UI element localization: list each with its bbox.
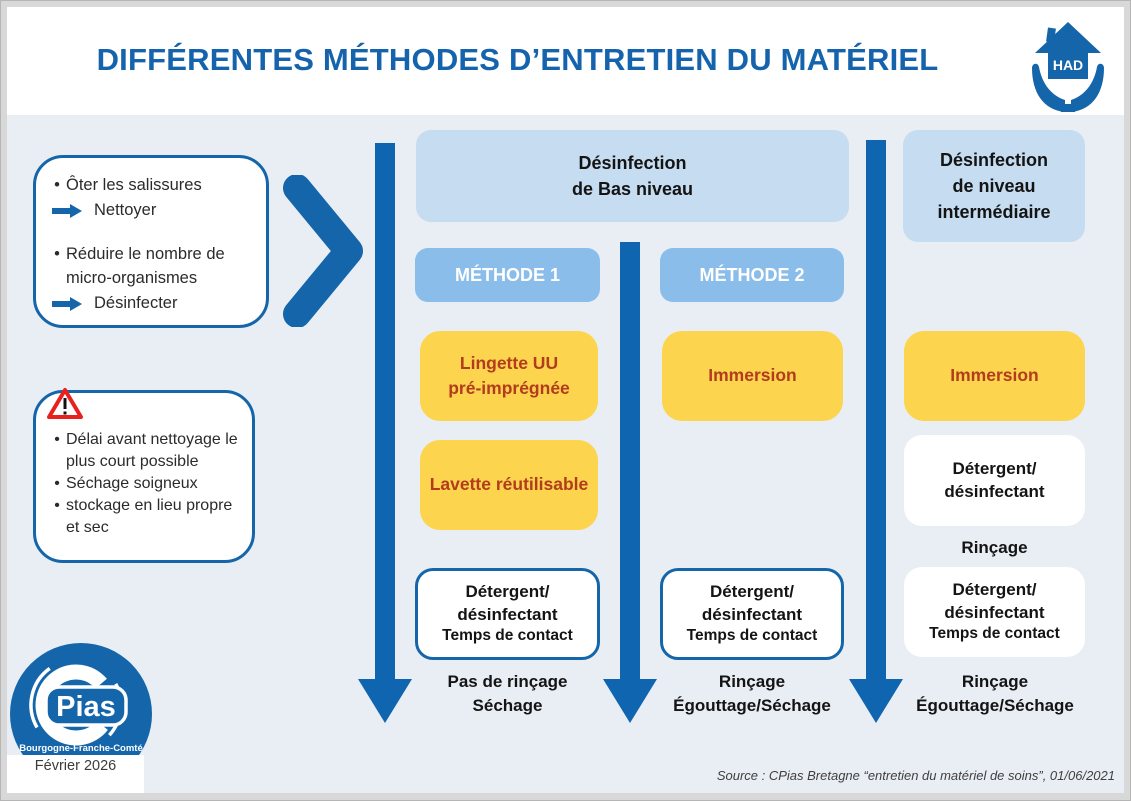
bas-niveau-line2: de Bas niveau (571, 179, 694, 199)
m2-detergent-line3: Temps de contact (686, 627, 818, 645)
m1-detergent-box (415, 568, 600, 660)
intro-box (33, 155, 269, 328)
right-arrow-icon (52, 204, 82, 218)
warning-item-1-text: • Délai avant nettoyage le plus court possible (66, 431, 238, 471)
intermediaire-line1: Désinfection (939, 149, 1049, 170)
chevron-right-icon (282, 175, 377, 327)
inter-rincage-label (904, 536, 1085, 560)
methode-2-text: MÉTHODE 2 (699, 264, 805, 285)
right-arrow-icon (52, 297, 82, 311)
region-label: Bourgogne-Franche-Comté (19, 743, 143, 754)
intro-item-1 (48, 173, 258, 198)
m2-detergent-line2: désinfectant (701, 604, 803, 624)
source-label: Source : CPias Bretagne “entretien du matériel de soins”, 01/06/2021 (716, 768, 1115, 783)
warning-item-3-text: • stockage en lieu propre et sec (66, 497, 233, 537)
methode-1-label (415, 248, 600, 302)
inter-box2-line2: désinfectant (944, 602, 1045, 622)
m1-final-step (415, 670, 600, 718)
inter-final-step (893, 670, 1097, 718)
warning-item-1 (48, 429, 246, 473)
warning-item-3 (48, 495, 246, 539)
m1-step-lavette (420, 440, 598, 530)
bas-niveau-header (416, 130, 849, 222)
intermediaire-header (903, 130, 1085, 242)
warning-item-2 (48, 473, 246, 495)
m2-immersion-text: Immersion (708, 365, 797, 386)
m1-final-line2: Séchage (472, 695, 543, 715)
m1-detergent-line1: Détergent/ (465, 581, 550, 601)
intermediaire-line3: intermédiaire (937, 202, 1051, 223)
m1-lingette-line1: Lingette UU (459, 352, 559, 373)
inter-final-line2: Égouttage/Séchage (916, 695, 1074, 715)
had-home-hands-icon (1027, 20, 1109, 114)
m2-detergent-box (660, 568, 844, 660)
m2-step-immersion (662, 331, 843, 421)
intro-action-1 (48, 198, 258, 223)
intro-action-1-text: Nettoyer (94, 200, 157, 219)
m2-final-line1: Rinçage (718, 672, 786, 691)
m1-detergent-line3: Temps de contact (442, 627, 573, 645)
m1-lingette-line2: pré-imprégnée (448, 378, 570, 398)
inter-immersion-text: Immersion (950, 365, 1039, 386)
m2-final-step (650, 670, 854, 718)
m1-detergent-line2: désinfectant (457, 604, 558, 624)
m1-step-lingette (420, 331, 598, 421)
inter-rincage-text: Rinçage (961, 538, 1028, 557)
m2-detergent-line1: Détergent/ (709, 581, 795, 601)
cpias-logo-text: Pias (56, 691, 116, 723)
inter-box1-line2: désinfectant (944, 481, 1045, 501)
inter-box2-line3: Temps de contact (929, 625, 1060, 643)
m1-final-line1: Pas de rinçage (447, 672, 568, 691)
intro-item-2-text: • Réduire le nombre de micro-organismes (66, 244, 225, 288)
spacer (48, 223, 258, 242)
page-title: DIFFÉRENTES MÉTHODES D’ENTRETIEN DU MATÉRIEL (96, 42, 939, 77)
inter-detergent-box-2 (904, 567, 1085, 657)
inter-final-line1: Rinçage (961, 672, 1029, 691)
flow-arrow-2 (603, 242, 657, 723)
flow-arrow-3 (849, 140, 903, 723)
intro-item-2 (48, 242, 258, 292)
warning-item-2-text: • Séchage soigneux (66, 475, 198, 493)
intermediaire-line2: de niveau (952, 175, 1036, 196)
m1-lavette-text: Lavette réutilisable (429, 474, 589, 495)
inter-box1-line1: Détergent/ (952, 458, 1037, 478)
intro-item-1-text: • Ôter les salissures (66, 176, 202, 194)
methode-2-label (660, 248, 844, 302)
date-label: Février 2026 (34, 758, 117, 774)
warning-box (33, 390, 255, 563)
intro-action-2-text: Désinfecter (94, 294, 178, 312)
inter-detergent-box-1 (904, 435, 1085, 526)
had-badge-text: HAD (1052, 57, 1084, 73)
methode-1-text: MÉTHODE 1 (454, 264, 560, 285)
intro-action-2 (48, 291, 258, 316)
warning-triangle-icon (46, 387, 84, 421)
m2-final-line2: Égouttage/Séchage (673, 695, 831, 715)
bas-niveau-line1: Désinfection (578, 152, 687, 173)
inter-step-immersion (904, 331, 1085, 421)
inter-box2-line1: Détergent/ (952, 579, 1037, 599)
